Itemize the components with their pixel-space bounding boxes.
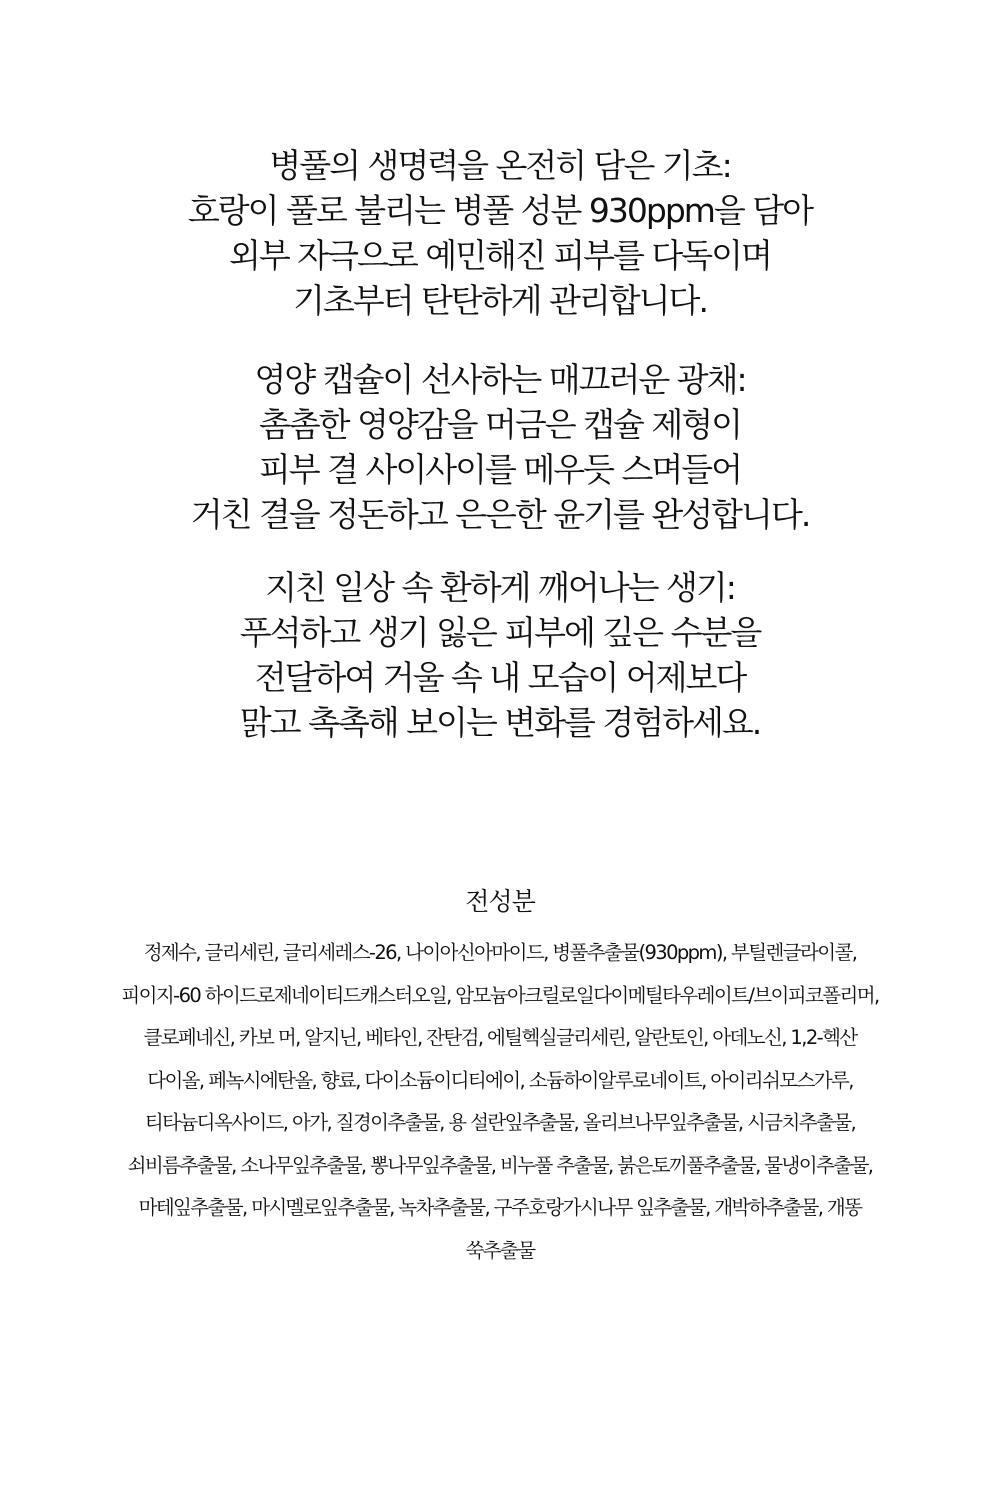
ingredients-line: 클로페네신, 카보 머, 알지닌, 베타인, 잔탄검, 에틸헥실글리세린, 알란토인, 아데노신, 1,2-헥산 xyxy=(143,1026,857,1049)
section-text-line: 맑고 촉촉해 보이는 변화를 경험하세요. xyxy=(239,703,761,742)
section-text-line: 기초부터 탄탄하게 관리합니다. xyxy=(293,281,707,320)
section-text-line: 피부 결 사이사이를 메우듯 스며들어 xyxy=(258,450,742,489)
section-text-line: 호랑이 풀로 불리는 병풀 성분 930ppm을 담아 xyxy=(187,191,813,230)
ingredients-line: 쇠비름추출물, 소나무잎추출물, 뽕나무잎추출물, 비누풀 추출물, 붉은토끼풀추출물, 물냉이추출물, xyxy=(127,1153,873,1177)
ingredients-line: 피이지-60 하이드로제네이티드캐스터오일, 암모늄아크릴로일다이메틸타우레이트/브이피코폴리머, xyxy=(121,983,879,1007)
section-text-line: 외부 자극으로 예민해진 피부를 다독이며 xyxy=(229,236,771,275)
description-section-capsule xyxy=(0,357,1000,537)
description-section-centella xyxy=(0,143,1000,323)
section-heading: 지친 일상 속 환하게 깨어나는 생기: xyxy=(265,568,735,607)
ingredients-line: 마테잎추출물, 마시멜로잎추출물, 녹차추출물, 구주호랑가시나무 잎추출물, 개박하추출물, 개똥 xyxy=(138,1196,862,1219)
section-heading: 병풀의 생명력을 온전히 담은 기초: xyxy=(269,146,731,185)
section-text-line: 촘촘한 영양감을 머금은 캡슐 제형이 xyxy=(258,405,742,444)
ingredients-line: 다이올, 페녹시에탄올, 향료, 다이소듐이디티에이, 소듐하이알루로네이트, 아이리쉬모스가루, xyxy=(147,1068,853,1092)
ingredients-line: 정제수, 글리세린, 글리세레스-26, 나이아신아마이드, 병풀추출물(930ppm), 부틸렌글라이콜, xyxy=(143,941,857,964)
ingredients-list xyxy=(0,882,1000,1272)
ingredients-title: 전성분 xyxy=(465,887,535,916)
section-text-line: 전달하여 거울 속 내 모습이 어제보다 xyxy=(254,658,746,697)
section-text-line: 푸석하고 생기 잃은 피부에 깊은 수분을 xyxy=(239,613,761,652)
section-heading: 영양 캡슐이 선사하는 매끄러운 광채: xyxy=(254,360,746,399)
ingredients-line: 쑥추출물 xyxy=(465,1238,535,1262)
description-section-vitality xyxy=(0,565,1000,745)
section-text-line: 거친 결을 정돈하고 은은한 윤기를 완성합니다. xyxy=(190,495,810,534)
ingredients-line: 티타늄디옥사이드, 아가, 질경이추출물, 용 설란잎추출물, 올리브나무잎추출물, 시금치추출물, xyxy=(144,1111,856,1134)
